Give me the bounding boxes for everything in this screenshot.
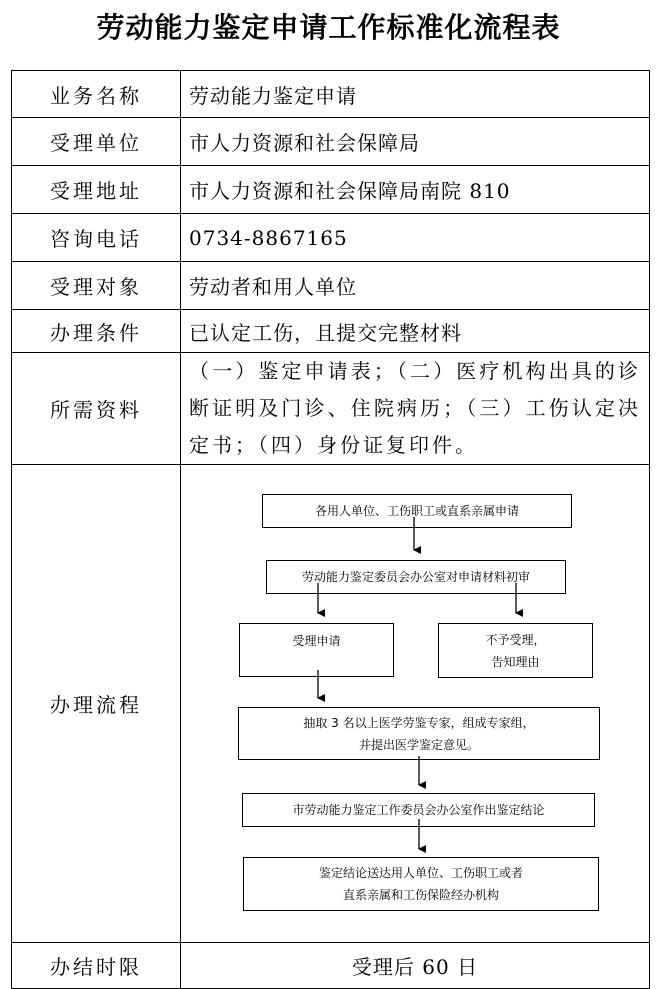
flow-step-text: 鉴定结论送达用人单位、工伤职工或者 — [318, 866, 523, 880]
row-label: 业务名称 — [12, 71, 181, 118]
flowchart — [181, 465, 649, 942]
table-row — [12, 353, 650, 465]
row-label: 办理条件 — [12, 310, 181, 353]
flowchart-cell — [181, 465, 650, 943]
row-value: 劳动者和用人单位 — [181, 262, 650, 310]
row-value: 市人力资源和社会保障局南院 810 — [181, 166, 650, 214]
row-value: 受理后 60 日 — [181, 943, 650, 989]
table-row — [12, 465, 650, 943]
flow-step-reject — [438, 623, 593, 678]
table-row — [12, 943, 650, 989]
row-value: （一）鉴定申请表；（二）医疗机构出具的诊断证明及门诊、住院病历；（三）工伤认定决定书；（四）身份证复印件。 — [181, 353, 650, 465]
flow-step-text: 各用人单位、工伤职工或直系亲属申请 — [314, 504, 519, 518]
flow-step-text: 告知理由 — [491, 654, 540, 669]
flow-step-conclusion — [242, 793, 595, 827]
flow-step-apply — [262, 494, 572, 528]
flow-step-text: 不予受理， — [485, 632, 546, 647]
flow-step-text: 劳动能力鉴定委员会办公室对申请材料初审 — [301, 570, 530, 584]
row-label: 咨询电话 — [12, 214, 181, 262]
row-label: 受理地址 — [12, 166, 181, 214]
row-label: 受理对象 — [12, 262, 181, 310]
row-label: 受理单位 — [12, 118, 181, 166]
page-title: 劳动能力鉴定申请工作标准化流程表 — [96, 11, 561, 44]
flow-step-review — [266, 560, 566, 594]
flow-step-text: 受理申请 — [292, 634, 341, 648]
table-row — [12, 118, 650, 166]
row-value: 市人力资源和社会保障局 — [181, 118, 650, 166]
row-label: 办结时限 — [12, 943, 181, 989]
flow-step-text: 抽取 3 名以上医学劳鉴专家，组成专家组， — [303, 715, 535, 730]
flow-step-text: 市劳动能力鉴定工作委员会办公室作出鉴定结论 — [292, 803, 545, 817]
flow-step-deliver — [243, 857, 599, 911]
table-row — [12, 262, 650, 310]
row-value: 0734-8867165 — [181, 214, 650, 262]
table-row — [12, 71, 650, 118]
flow-step-experts — [238, 707, 600, 760]
row-value: 已认定工伤，且提交完整材料 — [181, 310, 650, 353]
process-table — [11, 70, 650, 989]
flow-step-accept — [239, 623, 394, 677]
flow-step-text: 并提出医学鉴定意见。 — [358, 737, 479, 752]
table-row — [12, 214, 650, 262]
row-label: 办理流程 — [12, 465, 181, 943]
row-value: 劳动能力鉴定申请 — [181, 71, 650, 118]
table-row — [12, 166, 650, 214]
row-label: 所需资料 — [12, 353, 181, 465]
table-row — [12, 310, 650, 353]
flow-step-text: 直系亲属和工伤保险经办机构 — [342, 888, 499, 902]
